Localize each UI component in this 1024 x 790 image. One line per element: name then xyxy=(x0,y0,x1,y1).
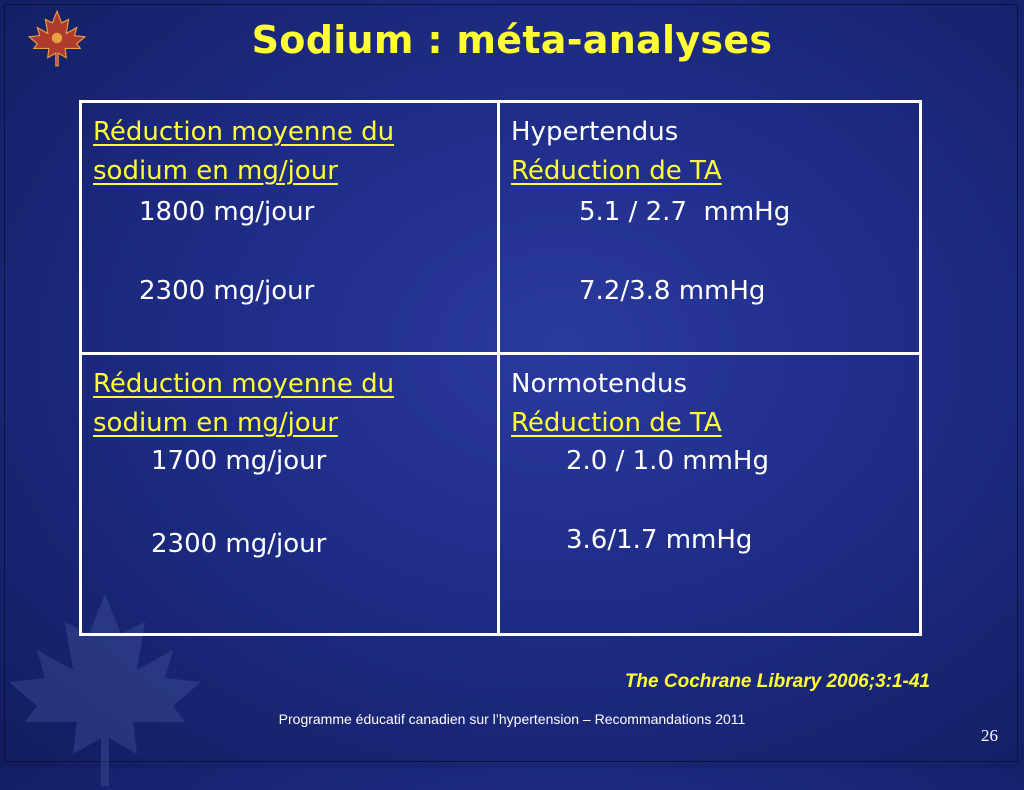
table-row xyxy=(81,102,921,354)
bp-reduction-label: Réduction de TA xyxy=(511,408,722,438)
sodium-value-1: 1700 mg/jour xyxy=(151,446,327,476)
bp-value-1: 2.0 / 1.0 mmHg xyxy=(566,446,769,476)
table-row xyxy=(81,354,921,635)
citation: The Cochrane Library 2006;3:1-41 xyxy=(624,671,930,692)
table-cell-sodium-normotensive xyxy=(81,354,499,635)
sodium-reduction-label: Réduction moyenne du xyxy=(93,369,395,399)
group-heading-normotensive: Normotendus xyxy=(511,369,688,399)
table-cell-bp-hypertensive xyxy=(499,102,921,354)
sodium-unit-label: sodium en mg/jour xyxy=(93,156,338,186)
bp-reduction-label: Réduction de TA xyxy=(511,156,722,186)
meta-analysis-table xyxy=(79,100,922,636)
bp-value-2: 3.6/1.7 mmHg xyxy=(566,525,753,555)
bp-value-1: 5.1 / 2.7 mmHg xyxy=(579,197,791,227)
page-number: 26 xyxy=(981,726,998,745)
group-heading-hypertensive: Hypertendus xyxy=(511,117,679,147)
sodium-value-2: 2300 mg/jour xyxy=(139,276,315,306)
slide-title: Sodium : méta-analyses xyxy=(251,18,773,62)
sodium-value-1: 1800 mg/jour xyxy=(139,197,315,227)
bp-value-2: 7.2/3.8 mmHg xyxy=(579,276,766,306)
table-cell-bp-normotensive xyxy=(499,354,921,635)
sodium-unit-label: sodium en mg/jour xyxy=(93,408,338,438)
footer-text: Programme éducatif canadien sur l’hypertension – Recommandations 2011 xyxy=(278,711,746,727)
sodium-value-2: 2300 mg/jour xyxy=(151,529,327,559)
table-cell-sodium-hypertensive xyxy=(81,102,499,354)
sodium-reduction-label: Réduction moyenne du xyxy=(93,117,395,147)
